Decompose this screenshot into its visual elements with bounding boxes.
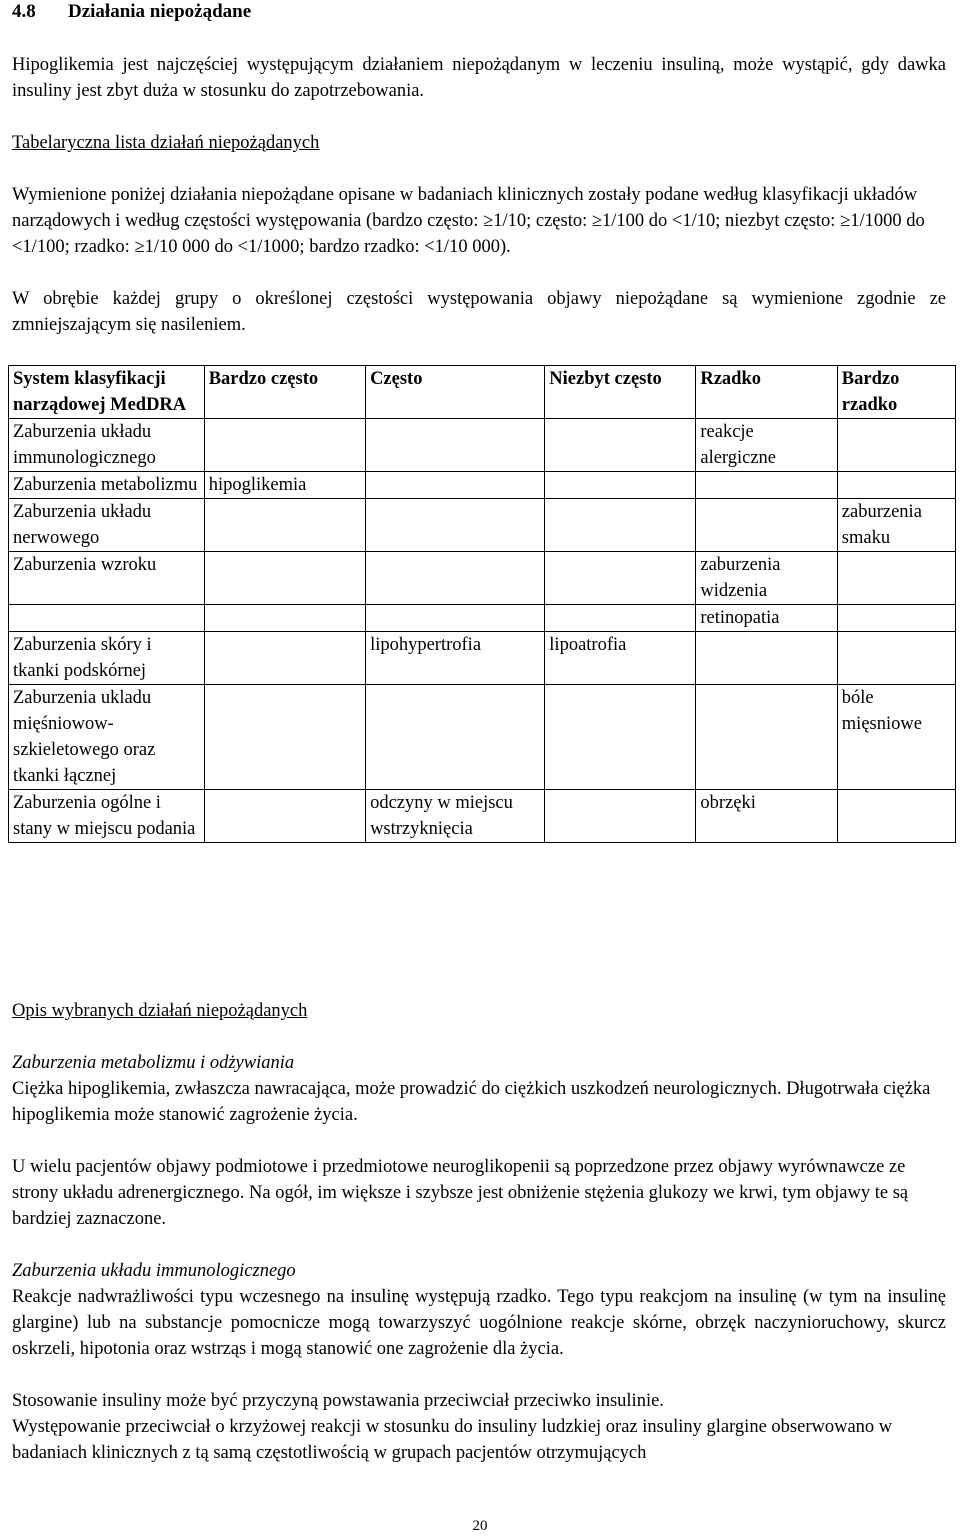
table-row bbox=[9, 472, 956, 499]
table-cell: Zaburzenia wzroku bbox=[9, 552, 205, 605]
table-cell bbox=[545, 419, 696, 472]
geq-symbol: ≥ bbox=[483, 211, 494, 231]
table-row bbox=[9, 632, 956, 685]
classification-part-3: 1/100 do <1/10; niezbyt często: bbox=[602, 211, 841, 231]
table-cell bbox=[204, 552, 365, 605]
table-cell bbox=[366, 685, 545, 790]
geq-symbol: ≥ bbox=[840, 211, 851, 231]
table-cell: odczyny w miejscu wstrzyknięcia bbox=[366, 790, 545, 843]
table-cell bbox=[204, 419, 365, 472]
intro-paragraph: Hipoglikemia jest najczęściej występującym działaniem niepożądanym w leczeniu insuliną, może wystąpić, gdy dawka insuliny jest zbyt duża w stosunku do zapotrzebowania. bbox=[12, 55, 946, 101]
table-cell bbox=[9, 605, 205, 632]
table-cell: reakcje alergiczne bbox=[696, 419, 837, 472]
table-cell bbox=[696, 685, 837, 790]
document-page bbox=[12, 0, 946, 338]
table-cell bbox=[837, 472, 955, 499]
table-cell: Zaburzenia metabolizmu bbox=[9, 472, 205, 499]
page-number: 20 bbox=[472, 1518, 488, 1534]
table-cell: Zaburzenia ukladu mięśniowow-szkieletowego oraz tkanki łącznej bbox=[9, 685, 205, 790]
classification-paragraph bbox=[12, 182, 946, 260]
header-very-rare: Bardzo rzadko bbox=[837, 366, 955, 419]
description-title bbox=[12, 998, 946, 1024]
table-cell bbox=[204, 790, 365, 843]
table-cell bbox=[545, 499, 696, 552]
table-cell: bóle mięsniowe bbox=[837, 685, 955, 790]
section-title: Działania niepożądane bbox=[68, 1, 252, 22]
table-row bbox=[9, 419, 956, 472]
table-cell bbox=[837, 605, 955, 632]
geq-symbol: ≥ bbox=[591, 211, 603, 231]
table-cell bbox=[204, 632, 365, 685]
table-cell bbox=[837, 790, 955, 843]
section-heading bbox=[12, 0, 946, 24]
classification-part-5: 1/10 000 do <1/1000; bardzo rzadko: <1/10 000). bbox=[144, 237, 511, 257]
table-cell bbox=[696, 632, 837, 685]
immuno-paragraph-1: Reakcje nadwrażliwości typu wczesnego na insulinę występują rzadko. Tego typu reakcjom na insulinę (w tym na insulinę glargine) lub na substancje pomocnicze mogą towarzyszyć uogólnione reakcje skórne, obrzęk naczynioruchowy, skurcz oskrzeli, hipotonia oraz wstrząs i mogą stanowić one zagrożenie dla życia. bbox=[12, 1287, 946, 1359]
grouping-paragraph: W obrębie każdej grupy o określonej częstości występowania objawy niepożądane są wymienione zgodnie ze zmniejszającym się nasileniem. bbox=[12, 289, 946, 335]
table-cell bbox=[837, 419, 955, 472]
table-cell: zaburzenia widzenia bbox=[696, 552, 837, 605]
table-row bbox=[9, 605, 956, 632]
adverse-reactions-table bbox=[8, 365, 956, 843]
table-cell bbox=[204, 499, 365, 552]
table-cell: hipoglikemia bbox=[204, 472, 365, 499]
table-cell bbox=[366, 499, 545, 552]
immuno-paragraph-2: Stosowanie insuliny może być przyczyną powstawania przeciwciał przeciwko insulinie. bbox=[12, 1391, 664, 1411]
table-cell bbox=[366, 605, 545, 632]
table-cell: retinopatia bbox=[696, 605, 837, 632]
table-cell bbox=[204, 685, 365, 790]
table-cell bbox=[696, 472, 837, 499]
table-cell: lipohypertrofia bbox=[366, 632, 545, 685]
classification-part-2: 1/10; często: bbox=[493, 211, 592, 231]
table-row bbox=[9, 499, 956, 552]
table-cell bbox=[545, 472, 696, 499]
geq-symbol: ≥ bbox=[134, 237, 145, 257]
classification-part-1: Wymienione poniżej działania niepożądane opisane w badaniach klinicznych zostały podane według klasyfikacji układów narządowych i według częstości występowania (bardzo często: bbox=[12, 185, 918, 231]
table-cell bbox=[366, 472, 545, 499]
table-cell bbox=[545, 552, 696, 605]
table-cell: Zaburzenia ogólne i stany w miejscu podania bbox=[9, 790, 205, 843]
table-cell: zaburzenia smaku bbox=[837, 499, 955, 552]
table-cell bbox=[366, 552, 545, 605]
immuno-paragraph-3: Występowanie przeciwciał o krzyżowej reakcji w stosunku do insuliny ludzkiej oraz insuliny glargine obserwowano w badaniach klinicznych z tą samą częstotliwością w grupach pacjentów otrzymujących bbox=[12, 1417, 893, 1463]
metabolism-paragraph-2: U wielu pacjentów objawy podmiotowe i przedmiotowe neuroglikopenii są poprzedzone przez objawy wyrównawcze ze strony układu adrenergicznego. Na ogół, im większe i szybsze jest obniżenie stężenia glukozy we krwi, tym objawy te są bardziej zaznaczone. bbox=[12, 1157, 909, 1229]
table-header-row bbox=[9, 366, 956, 419]
table-cell bbox=[837, 552, 955, 605]
immuno-subtitle: Zaburzenia układu immunologicznego bbox=[12, 1261, 296, 1281]
header-system-class: System klasyfikacji narządowej MedDRA bbox=[9, 366, 205, 419]
table-cell bbox=[545, 685, 696, 790]
header-rare: Rzadko bbox=[696, 366, 837, 419]
description-title-text: Opis wybranych działań niepożądanych bbox=[12, 1001, 308, 1021]
list-title bbox=[12, 130, 946, 156]
section-number: 4.8 bbox=[12, 1, 36, 22]
header-uncommon: Niezbyt często bbox=[545, 366, 696, 419]
table-cell: lipoatrofia bbox=[545, 632, 696, 685]
table-row bbox=[9, 552, 956, 605]
table-cell bbox=[837, 632, 955, 685]
table-cell bbox=[545, 605, 696, 632]
table-cell: obrzęki bbox=[696, 790, 837, 843]
classification-part-4: 1/1000 do <1/100; rzadko: bbox=[12, 211, 925, 257]
header-common: Często bbox=[366, 366, 545, 419]
table-cell bbox=[696, 499, 837, 552]
description-section bbox=[12, 998, 946, 1466]
table-cell bbox=[366, 419, 545, 472]
list-title-text: Tabelaryczna lista działań niepożądanych bbox=[12, 133, 320, 153]
table-row bbox=[9, 685, 956, 790]
table-cell: Zaburzenia układu nerwowego bbox=[9, 499, 205, 552]
metabolism-subtitle: Zaburzenia metabolizmu i odżywiania bbox=[12, 1053, 295, 1073]
table-row bbox=[9, 790, 956, 843]
table-cell: Zaburzenia układu immunologicznego bbox=[9, 419, 205, 472]
table-cell bbox=[204, 605, 365, 632]
header-very-common: Bardzo często bbox=[204, 366, 365, 419]
table-cell bbox=[545, 790, 696, 843]
metabolism-paragraph-1: Ciężka hipoglikemia, zwłaszcza nawracająca, może prowadzić do ciężkich uszkodzeń neurologicznych. Długotrwała ciężka hipoglikemia może stanowić zagrożenie życia. bbox=[12, 1079, 931, 1125]
table-cell: Zaburzenia skóry i tkanki podskórnej bbox=[9, 632, 205, 685]
